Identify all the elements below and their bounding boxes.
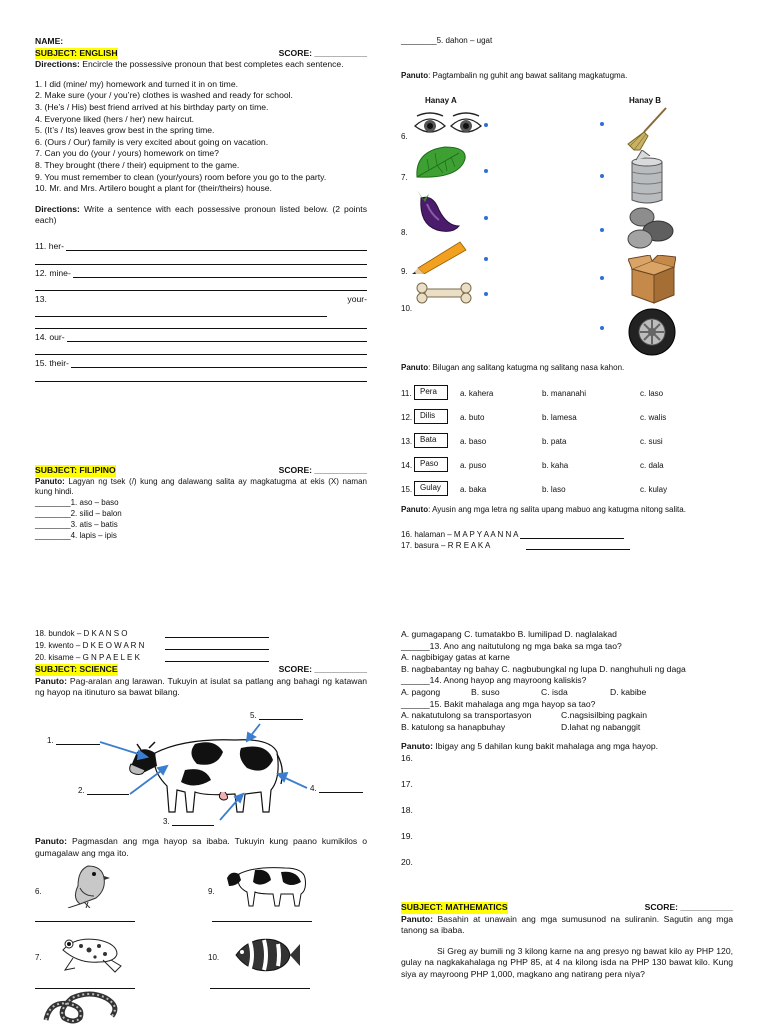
reason-17[interactable]: 17. xyxy=(401,778,413,789)
circle-panuto xyxy=(401,363,624,374)
list-item[interactable]: 2. Make sure (your / you’re) clothes is washed and ready for school. xyxy=(35,90,293,101)
arrange-word: 19. kwento – D K E O W A R N xyxy=(35,641,145,650)
option-line[interactable]: A. nagbibigay gatas at karne xyxy=(401,652,510,663)
animal-num-7: 7. xyxy=(35,953,42,962)
list-item xyxy=(401,448,731,472)
match-dot-b3[interactable] xyxy=(600,228,604,232)
write-label: 12. mine- xyxy=(35,267,71,278)
panuto-label: Panuto: xyxy=(401,913,433,924)
subject-science: SUBJECT: SCIENCE xyxy=(35,664,118,674)
reason-19[interactable]: 19. xyxy=(401,830,413,841)
hanay-a-label: Hanay A xyxy=(425,96,457,105)
list-item[interactable]: 8. They brought (there / their) equipment to the game. xyxy=(35,159,240,170)
label-num: 2. xyxy=(78,786,85,795)
option-d[interactable]: D. kabibe xyxy=(610,686,647,697)
write-line-11[interactable] xyxy=(35,241,367,253)
directions-label: Directions: xyxy=(35,203,80,214)
match-dot-a9[interactable] xyxy=(484,257,488,261)
match-num-8: 8. xyxy=(401,228,408,237)
arrange-word: 16. halaman – M A P Y A A N N A xyxy=(401,530,519,539)
arrange-panuto xyxy=(401,505,686,516)
options-14 xyxy=(401,687,733,699)
science-panuto-2 xyxy=(35,836,367,859)
arrange-item-17[interactable] xyxy=(401,541,630,552)
label-num: 1. xyxy=(47,736,54,745)
match-dot-b2[interactable] xyxy=(600,174,604,178)
filipino-panuto xyxy=(35,477,367,499)
match-dot-b5[interactable] xyxy=(600,326,604,330)
match-panuto xyxy=(401,71,627,82)
option-c[interactable]: c. laso xyxy=(640,389,664,399)
option-b[interactable]: B. katulong sa hanapbuhay xyxy=(401,721,506,732)
question-15[interactable]: ______15. Bakit mahalaga ang mga hayop sa tao? xyxy=(401,698,596,709)
word-box: Gulay xyxy=(414,481,448,496)
arrange-word: 20. kisame – G N P A E L E K xyxy=(35,653,140,662)
answer-line-9[interactable] xyxy=(212,913,312,922)
option-a[interactable]: a. buto xyxy=(460,413,485,423)
filipino-section xyxy=(35,465,367,541)
options-15 xyxy=(401,710,733,722)
panuto-text: Pagmasdan ang mga hayop sa ibaba. Tukuyin kung paano kumikilos o gumagalaw ang mga ito. xyxy=(35,836,367,858)
match-dot-a7[interactable] xyxy=(484,169,488,173)
match-num-6: 6. xyxy=(401,132,408,141)
list-item xyxy=(401,400,731,424)
animal-num-6: 6. xyxy=(35,887,42,896)
score-filipino: SCORE: ___________ xyxy=(278,465,367,475)
list-item[interactable]: 7. Can you do (your / yours) homework on time? xyxy=(35,148,219,159)
option-b[interactable]: b. lamesa xyxy=(542,413,577,423)
panuto-label: Panuto: xyxy=(401,741,433,752)
option-c[interactable]: c. walis xyxy=(640,413,667,423)
label-num: 4. xyxy=(310,784,317,793)
panuto-label: Panuto: xyxy=(35,675,67,686)
science-mc-section xyxy=(401,629,733,871)
item-num: 12. xyxy=(401,413,413,423)
panuto-label: Panuto xyxy=(401,363,429,372)
choices-line: A. gumagapang C. tumatakbo B. lumilipad D. naglalakad xyxy=(401,629,617,639)
item-num: 13. xyxy=(401,437,413,447)
option-c[interactable]: c. dala xyxy=(640,461,664,471)
write-label: 13. xyxy=(35,294,47,305)
option-d[interactable]: D.lahat ng nabanggit xyxy=(561,721,641,732)
item-num: 14. xyxy=(401,461,413,471)
option-b[interactable]: b. kaha xyxy=(542,461,569,471)
arrange-item-20[interactable] xyxy=(35,653,269,664)
word-box: Paso xyxy=(414,457,448,472)
reason-16[interactable]: 16. xyxy=(401,752,413,763)
arrange-word: 18. bundok – D K A N S O xyxy=(35,629,128,638)
list-item[interactable]: 5. (It’s / Its) leaves grow best in the spring time. xyxy=(35,125,215,136)
science-section xyxy=(35,664,367,699)
math-panuto xyxy=(401,914,733,937)
arrange-item-18[interactable] xyxy=(35,629,269,640)
list-item[interactable]: 1. I did (mine/ my) homework and turned it in on time. xyxy=(35,78,238,89)
subject-math: SUBJECT: MATHEMATICS xyxy=(401,902,508,912)
word-box: Bata xyxy=(414,433,448,448)
subject-filipino: SUBJECT: FILIPINO xyxy=(35,465,116,475)
list-item[interactable]: ________1. aso – baso xyxy=(35,498,119,508)
math-section xyxy=(401,902,733,981)
write-line-14[interactable] xyxy=(35,332,367,344)
label-num: 3. xyxy=(163,817,170,826)
score-english: SCORE: ___________ xyxy=(278,47,367,58)
list-item[interactable]: ________3. atis – batis xyxy=(35,519,118,529)
cow-small-image xyxy=(225,860,315,908)
tire-image xyxy=(628,306,676,358)
snake-image xyxy=(40,990,130,1024)
score-science: SCORE: ___________ xyxy=(278,664,367,674)
animal-num-9: 9. xyxy=(208,887,215,896)
pencil-image xyxy=(410,238,472,274)
list-item xyxy=(401,424,731,448)
score-math: SCORE: ___________ xyxy=(644,902,733,912)
panuto-label: Panuto: xyxy=(35,476,65,486)
science-panuto-3 xyxy=(401,741,733,753)
hanay-b-label: Hanay B xyxy=(629,96,662,105)
write-line-13[interactable] xyxy=(35,294,367,306)
cow-label-5[interactable] xyxy=(250,711,303,722)
answer-line-6[interactable] xyxy=(35,913,135,922)
question-13[interactable]: ______13. Ano ang naitutulong ng mga baka sa mga tao? xyxy=(401,640,622,651)
math-problem: Si Greg ay bumili ng 3 kilong karne na ang presyo ng bawat kilo ay PHP 120, gulay na nagkakahalaga ng PHP 85, at 4 na kilong isda na PHP 130 bawat kilo. Kung siya ay mayroong PHP 1,000, magkano ang natirang pera niya? xyxy=(401,945,733,979)
match-dot-a6[interactable] xyxy=(484,123,488,127)
word-box: Dilis xyxy=(414,409,448,424)
answer-line-10[interactable] xyxy=(210,980,310,989)
animal-num-10: 10. xyxy=(208,953,220,962)
write-label: 14. our- xyxy=(35,331,65,342)
option-c[interactable]: c. susi xyxy=(640,437,663,447)
match-dot-b4[interactable] xyxy=(600,276,604,280)
option-c[interactable]: C. isda xyxy=(541,686,568,697)
cow-diagram xyxy=(45,708,365,833)
panuto-label: Panuto: xyxy=(35,836,67,846)
panuto-text: Ibigay ang 5 dahilan kung bakit mahalaga ang mga hayop. xyxy=(432,741,659,752)
panuto-text: : Pagtambalin ng guhit ang bawat salitang magkatugma. xyxy=(428,71,628,80)
english-items xyxy=(35,79,367,195)
stones-image xyxy=(626,205,674,251)
word-box: Pera xyxy=(414,385,448,400)
list-item[interactable]: ________2. silid – balon xyxy=(35,508,122,518)
directions-text: Write a sentence with each possessive pronoun listed below. (2 points each) xyxy=(35,203,367,226)
answer-line-7[interactable] xyxy=(35,980,135,989)
can-image xyxy=(628,150,666,206)
match-num-10: 10. xyxy=(401,304,413,313)
leaf-image xyxy=(413,143,469,183)
name-label: NAME: xyxy=(35,36,64,46)
cow-label-3[interactable] xyxy=(163,817,214,828)
match-num-7: 7. xyxy=(401,173,408,182)
write-label: 15. their- xyxy=(35,358,69,369)
list-item xyxy=(401,472,731,496)
label-num: 5. xyxy=(250,711,257,720)
science-panuto xyxy=(35,676,367,699)
frog-image xyxy=(55,930,127,974)
list-item[interactable]: 9. You must remember to clean (your/yours) room before you go to the party. xyxy=(35,171,327,182)
option-b[interactable]: B. suso xyxy=(471,686,500,697)
option-b[interactable]: b. mananahi xyxy=(542,389,587,399)
panuto-text: : Ayusin ang mga letra ng salita upang mabuo ang katugma nitong salita. xyxy=(428,505,686,514)
panuto-label: Panuto xyxy=(401,71,429,80)
arrange-item-16[interactable] xyxy=(401,530,624,541)
panuto-text: Pag-aralan ang larawan. Tukuyin at isulat sa patlang ang bahagi ng katawan ng hayop na itinuturo sa bawat bilang. xyxy=(35,675,367,698)
match-dot-a10[interactable] xyxy=(484,292,488,296)
eyes-image xyxy=(413,110,483,140)
option-a[interactable]: a. kahera xyxy=(460,389,494,399)
list-item[interactable]: 6. (Ours / Our) family is very excited about going on vacation. xyxy=(35,136,269,147)
write-label: your- xyxy=(347,294,367,305)
arrange-item-19[interactable] xyxy=(35,641,269,652)
item-num: 15. xyxy=(401,485,413,495)
panuto-text: Basahin at unawain ang mga sumusunod na suliranin. Sagutin ang mga tanong sa ibaba. xyxy=(401,913,733,936)
panuto-text: : Bilugan ang salitang katugma ng salitang nasa kahon. xyxy=(428,363,625,372)
option-b[interactable]: b. laso xyxy=(542,485,566,495)
reason-18[interactable]: 18. xyxy=(401,804,413,815)
cow-label-4[interactable] xyxy=(310,784,363,795)
options-15b xyxy=(401,722,733,734)
eggplant-image xyxy=(413,188,463,236)
fish-image xyxy=(230,932,300,978)
option-a[interactable]: a. baka xyxy=(460,485,487,495)
panuto-text: Lagyan ng tsek (/) kung ang dalawang salita ay magkatugma at ekis (X) naman kung hindi. xyxy=(35,476,367,497)
option-a[interactable]: A. pagong xyxy=(401,686,441,697)
circle-items xyxy=(401,376,731,496)
option-a[interactable]: A. nakatutulong sa transportasyon xyxy=(401,710,532,721)
item-num: 11. xyxy=(401,389,412,399)
bird-image xyxy=(60,860,116,908)
subject-english: SUBJECT: ENGLISH xyxy=(35,47,118,58)
option-c[interactable]: C.nagsisilbing pagkain xyxy=(561,710,647,721)
option-a[interactable]: a. puso xyxy=(460,461,487,471)
write-line-12[interactable] xyxy=(35,268,367,280)
list-item[interactable]: ________5. dahon – ugat xyxy=(401,36,493,45)
directions-label: Directions: xyxy=(35,59,80,70)
option-a[interactable]: a. baso xyxy=(460,437,487,447)
option-line[interactable]: B. nagbabantay ng bahay C. nagbubungkal ng lupa D. nanghuhuli ng daga xyxy=(401,663,686,674)
list-item[interactable]: ________4. lapis – ipis xyxy=(35,530,117,540)
list-item[interactable]: 4. Everyone liked (hers / her) new haircut. xyxy=(35,113,195,124)
english-directions-2 xyxy=(35,204,367,227)
english-directions-1 xyxy=(35,59,367,71)
match-dot-b1[interactable] xyxy=(600,122,604,126)
write-line-15[interactable] xyxy=(35,358,367,370)
match-num-9: 9. xyxy=(401,267,408,276)
arrange-word: 17. basura – R R E A K A xyxy=(401,541,491,550)
list-item xyxy=(401,376,731,400)
reason-20[interactable]: 20. xyxy=(401,856,413,867)
cow-label-2[interactable] xyxy=(78,786,129,797)
box-image xyxy=(628,255,676,305)
option-b[interactable]: b. pata xyxy=(542,437,567,447)
panuto-label: Panuto xyxy=(401,505,429,514)
list-item[interactable]: 10. Mr. and Mrs. Artilero bought a plant for (their/theirs) house. xyxy=(35,183,272,194)
list-item[interactable]: 3. (He’s / His) best friend arrived at his birthday party on time. xyxy=(35,101,269,112)
cow-label-1[interactable] xyxy=(47,736,100,747)
write-label: 11. her- xyxy=(35,240,64,251)
question-14[interactable]: ______14. Anong hayop ang mayroong kaliskis? xyxy=(401,675,587,686)
directions-text: Encircle the possessive pronoun that best completes each sentence. xyxy=(79,59,344,70)
option-c[interactable]: c. kulay xyxy=(640,485,668,495)
bone-image xyxy=(415,280,473,306)
broom-image xyxy=(624,106,668,152)
match-dot-a8[interactable] xyxy=(484,216,488,220)
english-section xyxy=(35,36,367,382)
